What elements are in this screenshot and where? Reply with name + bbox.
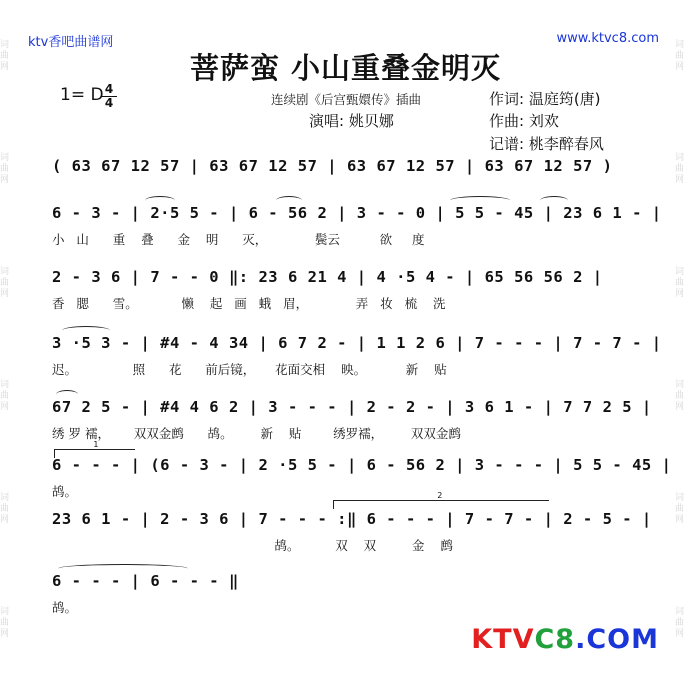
top-left-watermark: ktv香吧曲谱网 (28, 35, 114, 50)
side-watermark-text: 词曲网 (675, 266, 685, 299)
notes-row: 2 - 3 6 | 7 - - 0 ‖: 23 6 21 4 | 4 ·5 4 - | 65 56 56 2 | (52, 268, 603, 286)
notes-row: 6 - - - | (6 - 3 - | 2 ·5 5 - | 6 - 56 2 | 3 - - - | 5 5 - 45 | (52, 456, 672, 474)
lyrics-row: 鸪。 (52, 484, 78, 499)
key-signature: 1= D (60, 85, 104, 105)
score-row-2 (52, 204, 662, 226)
notes-row: 67 2 5 - | #4 4 6 2 | 3 - - - | 2 - 2 - | 3 6 1 - | 7 7 2 5 | (52, 398, 652, 416)
side-watermark-text: 词曲网 (675, 493, 685, 526)
song-title: 菩萨蛮 小山重叠金明灭 (189, 51, 502, 85)
side-watermark-text: 词曲网 (0, 606, 10, 639)
lyrics-row: 鸪。 双 双 金 鹧 (52, 538, 453, 553)
time-signature (101, 83, 117, 110)
lyrics-row: 迟。 照 花 前后镜， 花面交相 映。 新 贴 (52, 362, 447, 377)
notes-row: 23 6 1 - | 2 - 3 6 | 7 - - - :‖ 6 - - - | 7 - 7 - | 2 - 5 - | (52, 510, 652, 528)
logo-part-ktv: KTV (471, 624, 535, 655)
score-row-3 (52, 268, 642, 290)
notes-row: ( 63 67 12 57 | 63 67 12 57 | 63 67 12 57 | 63 67 12 57 ) (52, 157, 613, 175)
second-ending-number: 2 (437, 491, 443, 500)
score-row-6 (52, 456, 672, 478)
side-watermark-text: 词曲网 (0, 380, 10, 413)
notes-row: 6 - 3 - | 2·5 5 - | 6 - 56 2 | 3 - - 0 | 5 5 - 45 | 23 6 1 - | (52, 204, 662, 222)
logo-part-com: .COM (575, 624, 659, 655)
score-row-4 (52, 334, 662, 356)
side-watermark-text: 词曲网 (675, 380, 685, 413)
side-watermark-text: 词曲网 (0, 266, 10, 299)
score-row-8 (52, 572, 642, 594)
score-row-5 (52, 398, 652, 420)
subtitle: 连续剧《后宫甄嬛传》插曲 (271, 92, 422, 107)
left-watermark-strip (0, 0, 16, 680)
singer-credit: 演唱: 姚贝娜 (309, 112, 394, 130)
ktvc8-logo (471, 624, 659, 655)
side-watermark-text: 词曲网 (0, 493, 10, 526)
lyricist-credit: 作词: 温庭筠(唐) (489, 90, 601, 108)
lyrics-row: 绣 罗 襦， 双双金鹧 鸪。 新 贴 绣罗襦， 双双金鹧 (52, 426, 461, 441)
time-signature-top: 4 (104, 82, 114, 96)
top-right-watermark: www.ktvc8.com (556, 31, 659, 46)
side-watermark-text: 词曲网 (675, 606, 685, 639)
side-watermark-text: 词曲网 (675, 153, 685, 186)
lyrics-row: 鸪。 (52, 600, 78, 615)
score-row-1 (52, 157, 642, 179)
side-watermark-text: 词曲网 (675, 40, 685, 73)
side-watermark-text: 词曲网 (0, 40, 10, 73)
time-signature-bottom: 4 (101, 96, 117, 110)
second-ending-bracket (333, 491, 549, 509)
first-ending-number: 1 (93, 440, 99, 449)
score-row-7 (52, 510, 652, 532)
logo-part-c8: C8 (534, 624, 576, 655)
notation-credit: 记谱: 桃李醉春风 (489, 135, 604, 153)
notes-row: 3 ·5 3 - | #4 - 4 34 | 6 7 2 - | 1 1 2 6 | 7 - - - | 7 - 7 - | (52, 334, 662, 352)
right-watermark-strip (675, 0, 691, 680)
notes-row: 6 - - - | 6 - - - ‖ (52, 572, 239, 590)
lyrics-row: 香 腮 雪。 懒 起 画 蛾 眉， 弄 妆 梳 洗 (52, 296, 446, 311)
composer-credit: 作曲: 刘欢 (489, 112, 559, 130)
side-watermark-text: 词曲网 (0, 153, 10, 186)
lyrics-row: 小 山 重 叠 金 明 灭， 鬓云 欲 度 (52, 232, 425, 247)
